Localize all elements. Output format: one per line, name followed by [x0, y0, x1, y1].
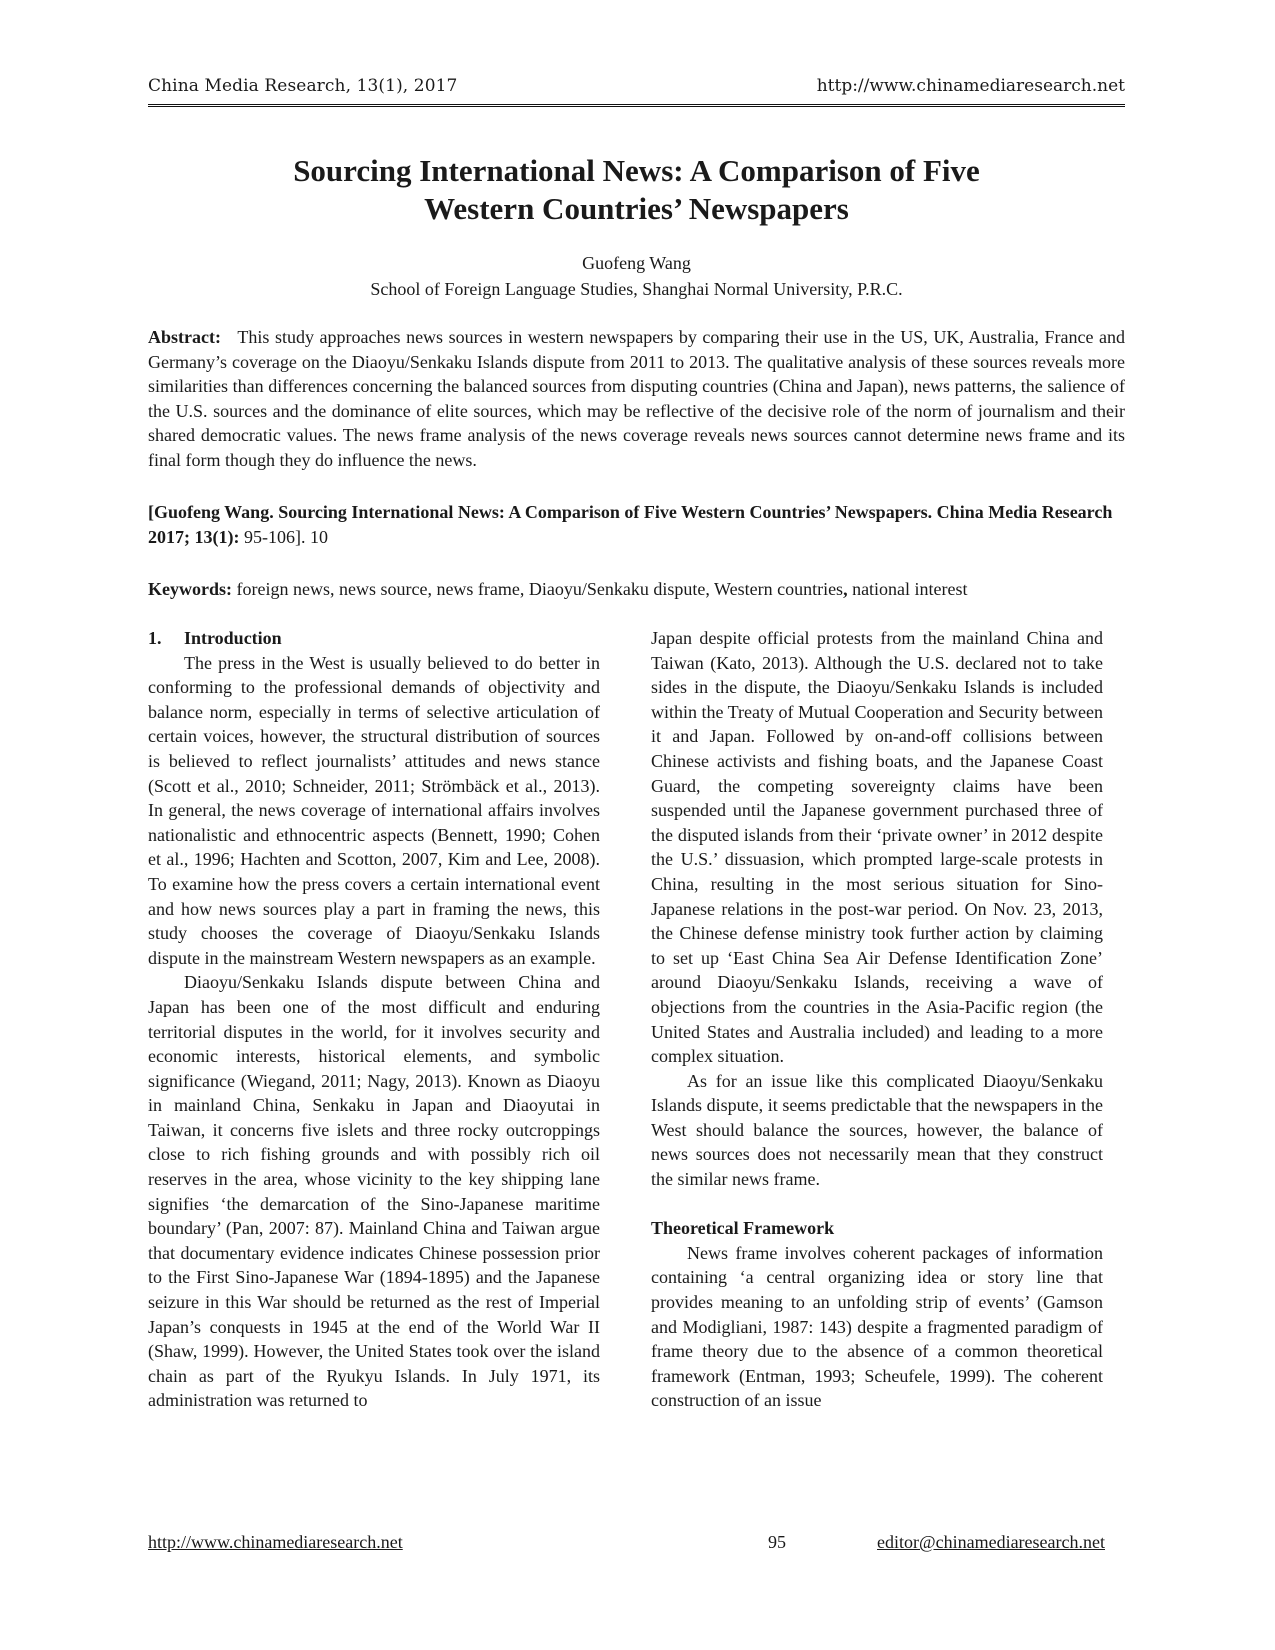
abstract — [148, 325, 1125, 472]
page-number: 95 — [768, 1532, 786, 1552]
abstract-text: This study approaches news sources in western newspapers by comparing their use in the US, UK, Australia, France and Germany’s coverage on the Diaoyu/Senkaku Islands dispute from 2011 to 2013. The qualitative analysis of these sources reveals more similarities than differences concerning the balanced sources from disputing countries (China and Japan), news patterns, the salience of the U.S. sources and the dominance of elite sources, which may be reflective of the decisive role of the norm of journalism and their shared democratic values. The news frame analysis of the news coverage reveals news sources cannot determine news frame and its final form though they do influence the news. — [148, 327, 1125, 470]
keywords-text: foreign news, news source, news frame, Diaoyu/Senkaku dispute, Western countries — [232, 579, 844, 599]
author-block — [148, 250, 1125, 302]
footer-url[interactable]: http://www.chinamediaresearch.net — [148, 1532, 403, 1552]
section-number: 1. — [148, 628, 162, 648]
running-header — [148, 74, 1125, 107]
footer-email[interactable]: editor@chinamediaresearch.net — [877, 1532, 1105, 1552]
paragraph: As for an issue like this complicated Diaoyu/Senkaku Islands dispute, it seems predictable that the newspapers in the West should balance the sources, however, the balance of news sources does not necessarily mean that they construct the similar news frame. — [651, 1070, 1103, 1190]
citation — [148, 500, 1125, 549]
keywords — [148, 577, 1125, 601]
section-title: Introduction — [184, 628, 282, 648]
section-heading-introduction — [148, 626, 600, 651]
page-footer — [148, 1532, 1125, 1558]
author-name: Guofeng Wang — [582, 253, 691, 273]
paragraph: The press in the West is usually believed to do better in conforming to the professional demands of objectivity and balance norm, especially in terms of selective articulation of certain voices, however, the structural distribution of sources is believed to reflect journalists’ attitudes and news stance (Scott et al., 2010; Schneider, 2011; Strömbäck et al., 2013). In general, the news coverage of international affairs involves nationalistic and ethnocentric aspects (Bennett, 1990; Cohen et al., 1996; Hachten and Scotton, 2007, Kim and Lee, 2008). To examine how the press covers a certain international event and how news sources play a part in framing the news, this study chooses the coverage of Diaoyu/Senkaku Islands dispute in the mainstream Western newspapers as an example. — [148, 652, 600, 968]
journal-url[interactable]: http://www.chinamediaresearch.net — [816, 76, 1125, 96]
citation-pages: 95-106]. 10 — [239, 526, 328, 547]
author-affiliation: School of Foreign Language Studies, Shanghai Normal University, P.R.C. — [370, 279, 903, 299]
keywords-label: Keywords: — [148, 579, 232, 599]
paper-title — [148, 152, 1125, 228]
abstract-label: Abstract: — [148, 327, 221, 347]
keywords-last: national interest — [847, 579, 968, 599]
title-line-2: Western Countries’ Newspapers — [424, 191, 849, 226]
spacer — [651, 1192, 1103, 1217]
left-column — [148, 626, 600, 1413]
title-line-1: Sourcing International News: A Comparison of Five — [293, 153, 980, 188]
section-heading-theoretical-framework: Theoretical Framework — [651, 1218, 835, 1239]
paragraph-continued: Japan despite official protests from the mainland China and Taiwan (Kato, 2013). Although the U.S. declared not to take sides in the dispute, the Diaoyu/Senkaku Islands is included within the Treaty of Mutual Cooperation and Security between it and Japan. Followed by on-and-off collisions between Chinese activists and fishing boats, and the Japanese Coast Guard, the competing sovereignty claims have been suspended until the Japanese government purchased three of the disputed islands from their ‘private owner’ in 2012 despite the U.S.’ dissuasion, which prompted large-scale protests in China, resulting in the most serious situation for Sino-Japanese relations in the post-war period. On Nov. 23, 2013, the Chinese defense ministry took further action by claiming to set up ‘East China Sea Air Defense Identification Zone’ around Diaoyu/Senkaku Islands, receiving a wave of objections from the countries in the Asia-Pacific region (the United States and Australia included) and leading to a more complex situation. — [651, 628, 1103, 1067]
keywords-separator: , — [843, 579, 848, 599]
journal-citation: China Media Research, 13(1), 2017 — [148, 76, 458, 96]
paragraph: Diaoyu/Senkaku Islands dispute between China and Japan has been one of the most difficult and enduring territorial disputes in the world, for it involves security and economic interests, historical elements, and symbolic significance (Wiegand, 2011; Nagy, 2013). Known as Diaoyu in mainland China, Senkaku in Japan and Diaoyutai in Taiwan, it concerns five islets and three rocky outcroppings close to rich fishing grounds and with possibly rich oil reserves in the area, whose vicinity to the key shipping lane signifies ‘the demarcation of the Sino-Japanese maritime boundary’ (Pan, 2007: 87). Mainland China and Taiwan argue that documentary evidence indicates Chinese possession prior to the First Sino-Japanese War (1894-1895) and the Japanese seizure in this War should be returned as the rest of Imperial Japan’s conquests in 1945 at the end of the World War II (Shaw, 1999). However, the United States took over the island chain as part of the Ryukyu Islands. In July 1971, its administration was returned to — [148, 972, 600, 1411]
right-column — [651, 626, 1103, 1413]
paragraph: News frame involves coherent packages of information containing ‘a central organizing idea or story line that provides meaning to an unfolding strip of events’ (Gamson and Modigliani, 1987: 143) despite a fragmented paradigm of frame theory due to the absence of a common theoretical framework (Entman, 1993; Scheufele, 1999). The coherent construction of an issue — [651, 1242, 1103, 1411]
citation-bold: [Guofeng Wang. Sourcing International News: A Comparison of Five Western Countries’ Newspapers. China Media Research 2017; 13(1): — [148, 502, 1113, 547]
